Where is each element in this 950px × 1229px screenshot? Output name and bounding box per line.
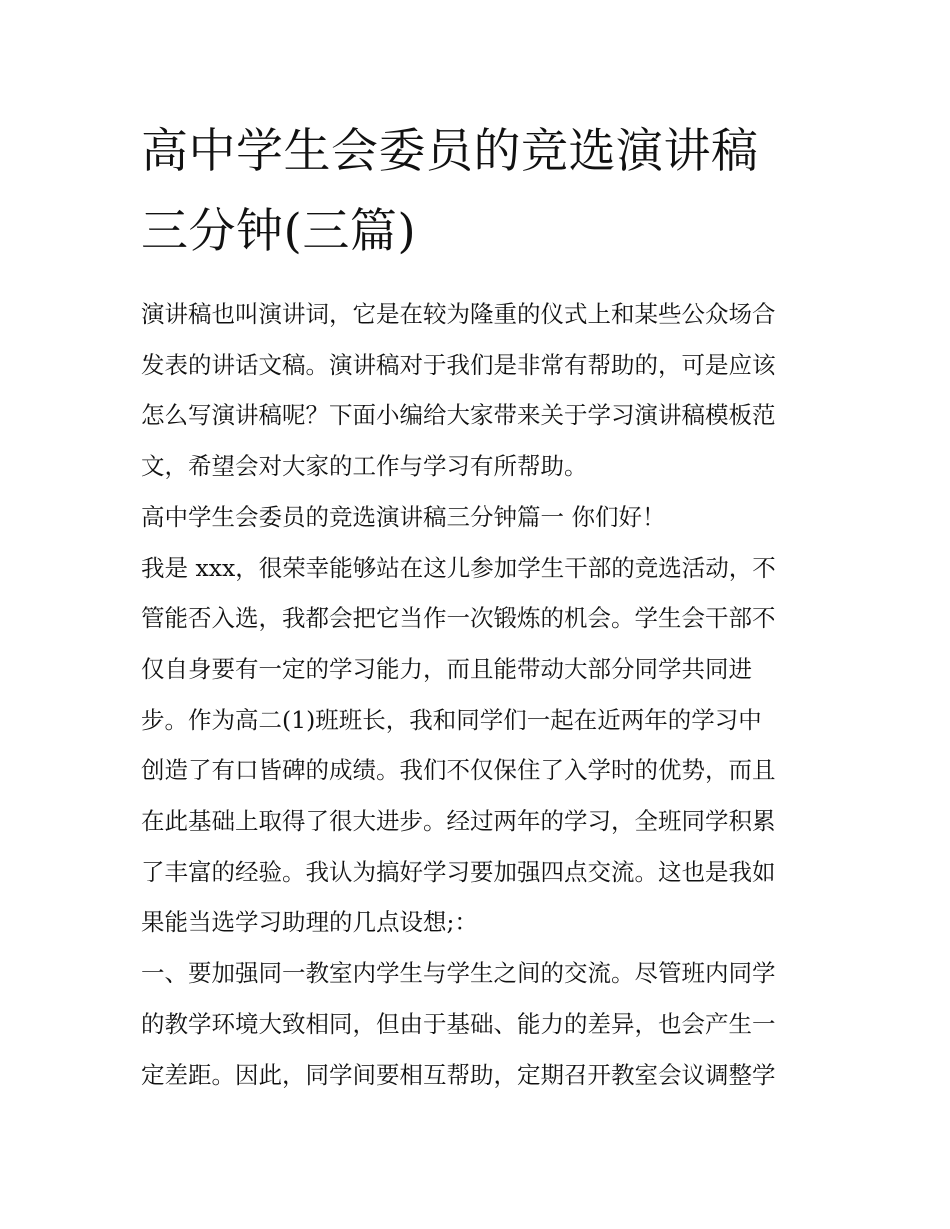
document-body bbox=[141, 289, 821, 1100]
body-line: 演讲稿也叫演讲词，它是在较为隆重的仪式上和某些公众场合 bbox=[141, 300, 776, 328]
body-line: 文，希望会对大家的工作与学习有所帮助。 bbox=[141, 452, 588, 481]
title-line: 三分钟(三篇) bbox=[141, 204, 417, 259]
title-line: 高中学生会委员的竞选演讲稿 bbox=[141, 124, 759, 179]
body-line: 定差距。因此，同学间要相互帮助，定期召开教室会议调整学 bbox=[141, 1060, 776, 1089]
body-line: 果能当选学习助理的几点设想;： bbox=[141, 908, 478, 937]
document-title bbox=[141, 112, 821, 272]
section-heading-line: 高中学生会委员的竞选演讲稿三分钟篇一 你们好！ bbox=[141, 502, 666, 531]
body-line: 的教学环境大致相同，但由于基础、能力的差异，也会产生一 bbox=[141, 1009, 776, 1038]
body-line: 步。作为高二(1)班班长，我和同学们一起在近两年的学习中 bbox=[141, 705, 762, 734]
body-line: 创造了有口皆碑的成绩。我们不仅保住了入学时的优势，而且 bbox=[141, 756, 776, 785]
body-line: 怎么写演讲稿呢？下面小编给大家带来关于学习演讲稿模板范 bbox=[141, 401, 776, 430]
body-line: 了丰富的经验。我认为搞好学习要加强四点交流。这也是我如 bbox=[141, 857, 776, 886]
body-line: 仅自身要有一定的学习能力，而且能带动大部分同学共同进 bbox=[141, 654, 752, 683]
body-line: 我是 xxx，很荣幸能够站在这儿参加学生干部的竞选活动，不 bbox=[141, 553, 776, 582]
body-line: 一、要加强同一教室内学生与学生之间的交流。尽管班内同学 bbox=[141, 959, 776, 988]
body-line: 在此基础上取得了很大进步。经过两年的学习，全班同学积累 bbox=[141, 807, 776, 836]
body-line: 发表的讲话文稿。演讲稿对于我们是非常有帮助的，可是应该 bbox=[141, 350, 776, 379]
document-content bbox=[141, 112, 821, 1100]
body-line: 管能否入选，我都会把它当作一次锻炼的机会。学生会干部不 bbox=[141, 604, 776, 633]
